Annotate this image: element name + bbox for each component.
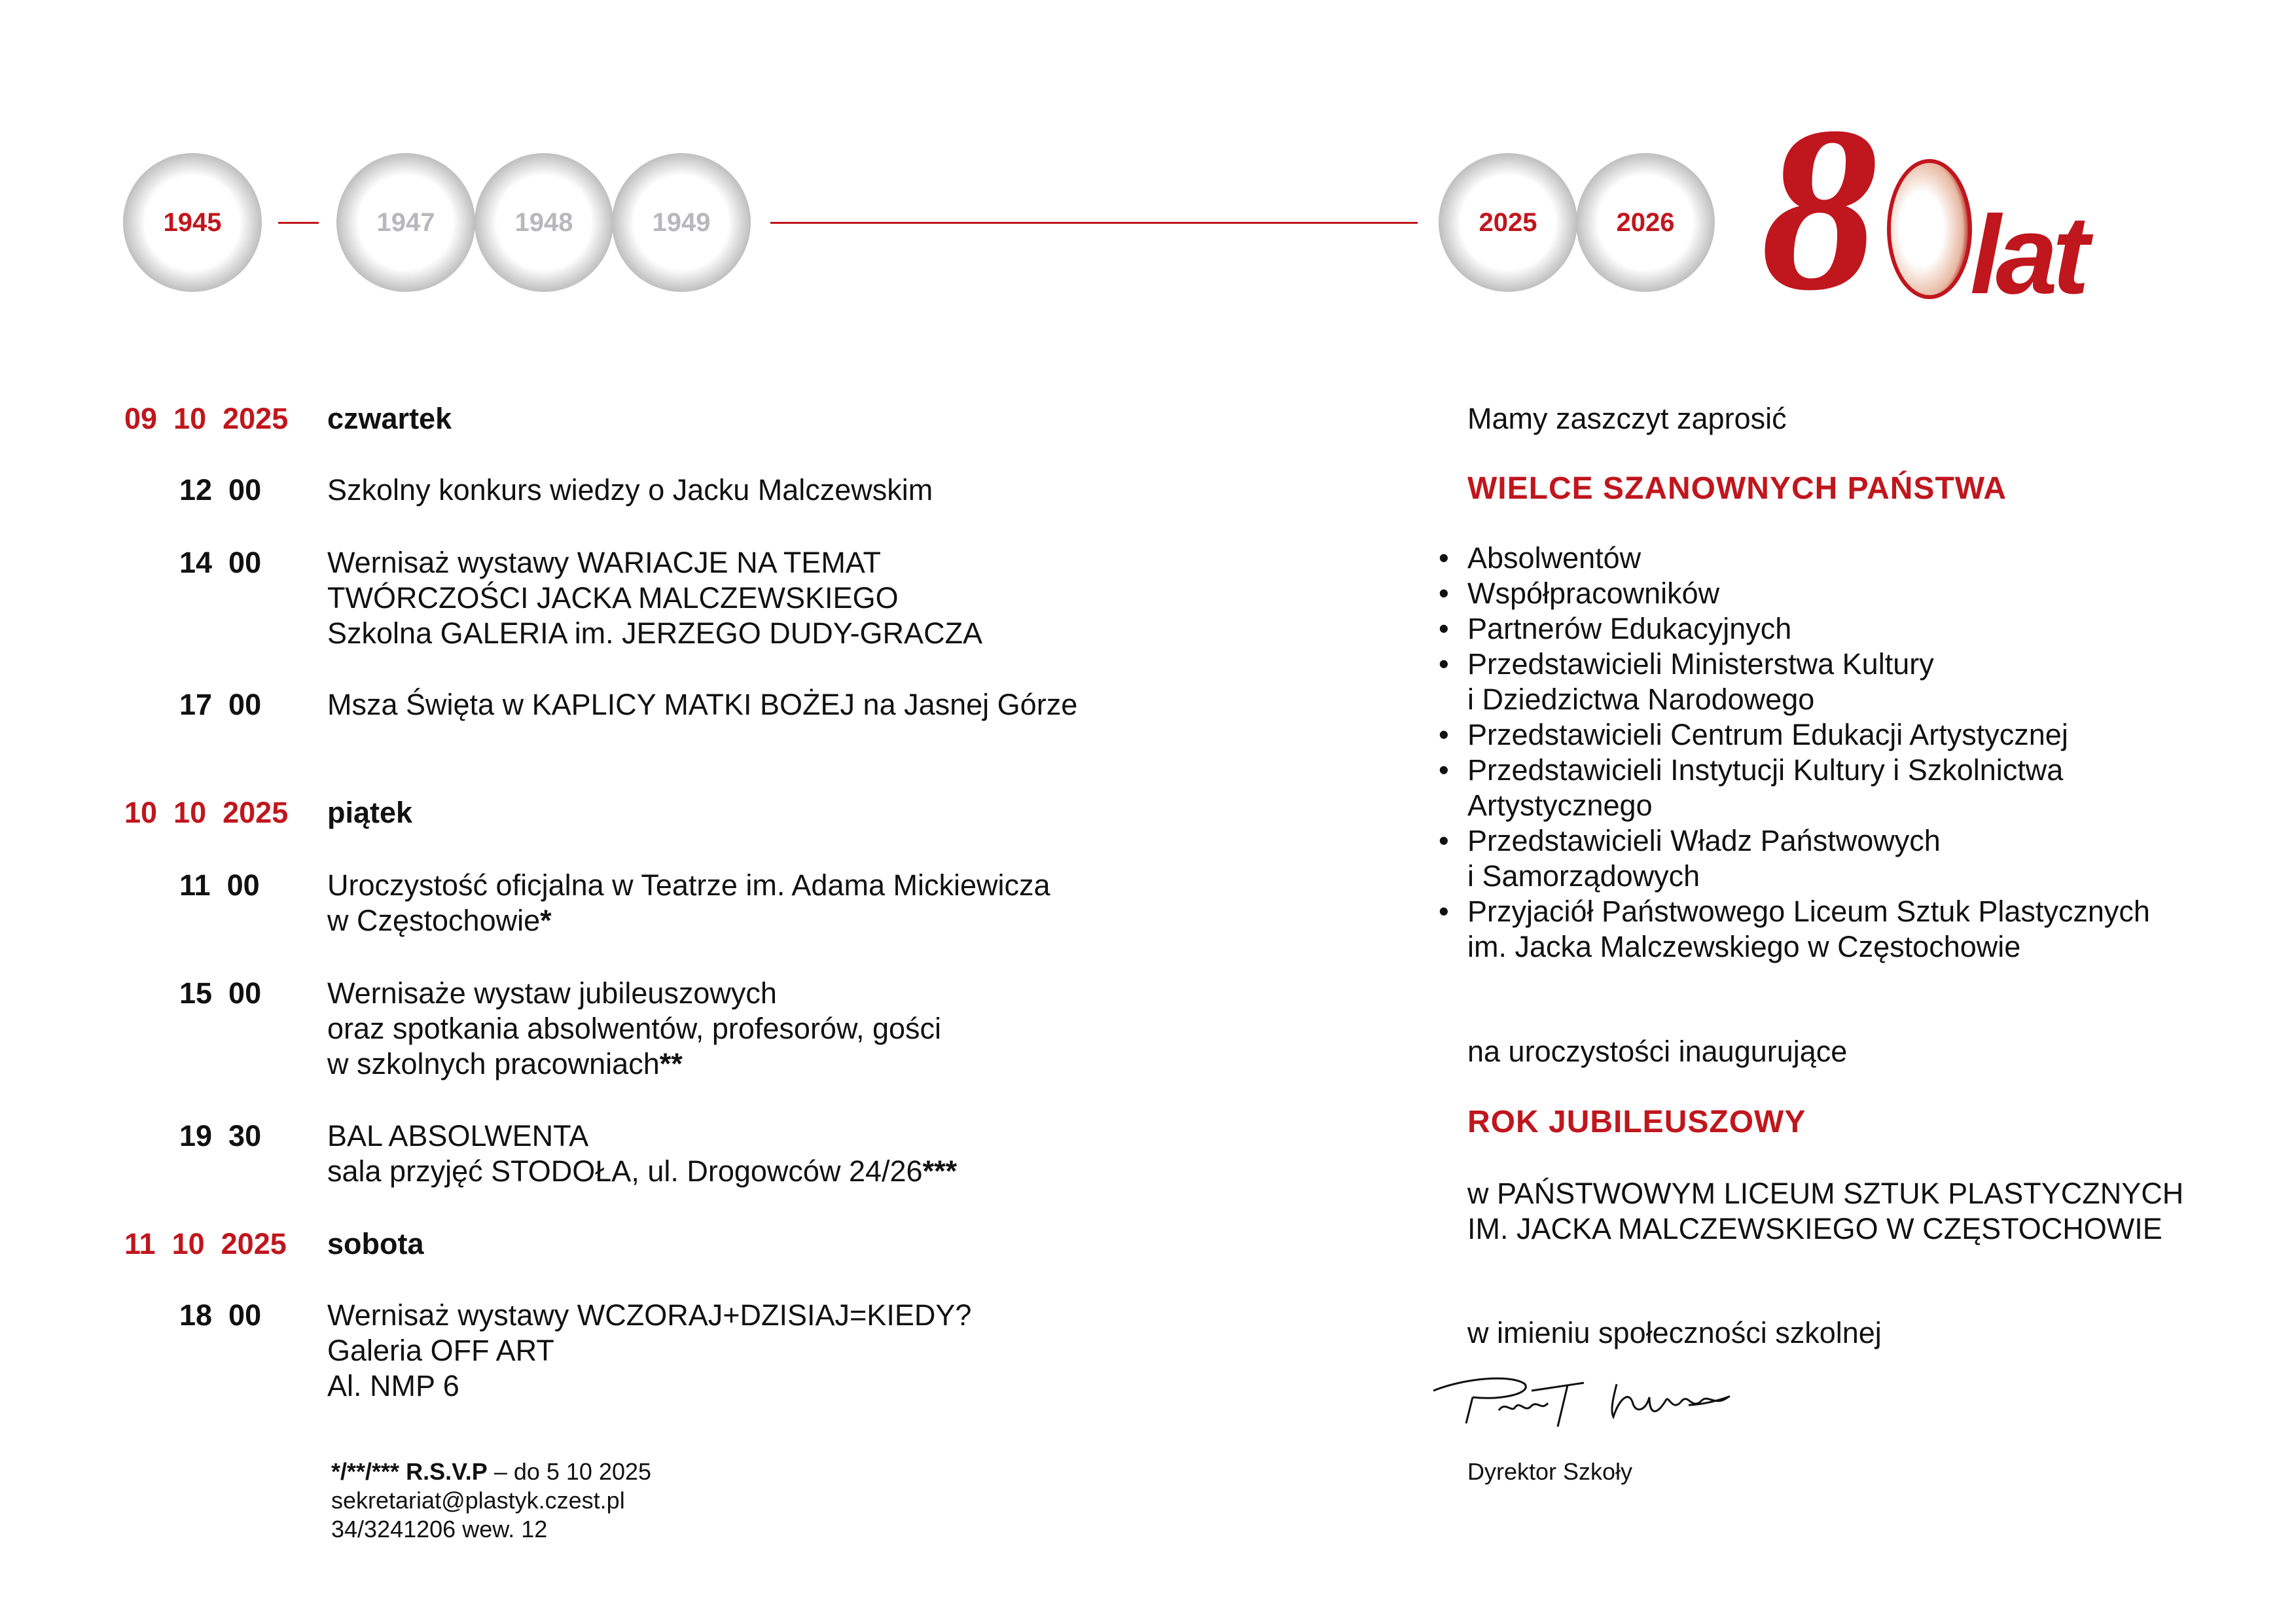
invitation-intro: Mamy zaszczyt zaprosić: [1467, 402, 1787, 435]
footnote-marks: */**/***: [331, 1458, 400, 1485]
event-time: 17 00: [179, 688, 262, 721]
year-circle-1949: [612, 153, 751, 292]
signature: [1427, 1364, 1793, 1436]
rsvp-email[interactable]: sekretariat@plastyk.czest.pl: [331, 1487, 625, 1514]
guest-item: • Przedstawicieli Władz Państwowych i Samorządowych: [1467, 823, 2150, 894]
event-line: Szkolna GALERIA im. JERZEGO DUDY-GRACZA: [327, 616, 983, 650]
weekday-3: sobota: [327, 1227, 424, 1260]
80-lat-logo: [1754, 105, 2121, 308]
timeline-line-short: [278, 222, 319, 224]
event-line: Wernisaże wystaw jubileuszowych: [327, 976, 777, 1010]
guest-list: [1467, 541, 2150, 965]
event-line: Wernisaż wystawy WCZORAJ+DZISIAJ=KIEDY?: [327, 1298, 972, 1332]
rsvp-footnote: [331, 1457, 651, 1544]
guest-item: • Partnerów Edukacyjnych: [1467, 611, 2150, 647]
year-circle-1948: [475, 153, 613, 292]
occasion-text: na uroczystości inaugurujące: [1467, 1035, 1848, 1068]
event-description: [327, 1118, 957, 1189]
zero-shape: [1889, 161, 1970, 297]
event-time: 11 00: [179, 868, 260, 902]
event-line: [327, 903, 1050, 938]
event-line: Wernisaż wystawy WARIACJE NA TEMAT: [327, 546, 881, 579]
rsvp-deadline: – do 5 10 2025: [487, 1458, 652, 1485]
on-behalf-text: w imieniu społeczności szkolnej: [1467, 1316, 1882, 1349]
year-circle-2026: [1576, 153, 1715, 292]
event-time: 15 00: [179, 976, 262, 1010]
date-day-3: 11 10 2025: [124, 1227, 287, 1260]
event-line: [327, 1154, 957, 1189]
event-time: 19 30: [179, 1119, 262, 1152]
signatory-title: Dyrektor Szkoły: [1467, 1458, 1633, 1485]
logo-number: 8: [1761, 105, 1878, 308]
invitation-title: WIELCE SZANOWNYCH PAŃSTWA: [1467, 471, 2007, 506]
event-line: oraz spotkania absolwentów, profesorów, gości: [327, 1012, 942, 1045]
event-line-text: w Częstochowie: [327, 904, 541, 937]
venue-line: w PAŃSTWOWYM LICEUM SZTUK PLASTYCZNYCH: [1467, 1177, 2184, 1210]
date-day-2: 10 10 2025: [124, 796, 289, 829]
event-line-text: sala przyjęć STODOŁA, ul. Drogowców 24/26: [327, 1154, 923, 1188]
guest-item: • Przedstawicieli Ministerstwa Kultury i Dziedzictwa Narodowego: [1467, 647, 2150, 717]
footnote-mark: ***: [922, 1154, 958, 1188]
event-line: TWÓRCZOŚCI JACKA MALCZEWSKIEGO: [327, 581, 899, 615]
year-label: 2026: [1616, 207, 1675, 237]
event-description: [327, 473, 933, 508]
year-label: 1947: [376, 207, 435, 237]
event-line: Msza Święta w KAPLICY MATKI BOŻEJ na Jasnej Górze: [327, 688, 1078, 721]
event-line: [327, 1046, 941, 1082]
footnote-mark: *: [540, 904, 552, 937]
guest-item: • Przedstawicieli Instytucji Kultury i Szkolnictwa Artystycznego: [1467, 753, 2150, 823]
venue: [1467, 1176, 2183, 1247]
event-time: 12 00: [179, 473, 262, 507]
event-line: BAL ABSOLWENTA: [327, 1119, 589, 1152]
venue-line: IM. JACKA MALCZEWSKIEGO W CZĘSTOCHOWIE: [1467, 1212, 2162, 1245]
year-label: 1949: [652, 207, 711, 237]
event-time: 18 00: [179, 1298, 262, 1332]
guest-item: • Przyjaciół Państwowego Liceum Sztuk Plastycznych im. Jacka Malczewskiego w Częstochowie: [1467, 894, 2150, 965]
event-time: 14 00: [179, 546, 262, 579]
event-description: [327, 868, 1050, 938]
event-description: [327, 1298, 971, 1404]
event-description: [327, 687, 1077, 722]
guest-item: • Przedstawicieli Centrum Edukacji Artystycznej: [1467, 717, 2150, 753]
event-title: ROK JUBILEUSZOWY: [1467, 1105, 1806, 1139]
guest-item: • Współpracowników: [1467, 576, 2150, 611]
rsvp-label: R.S.V.P: [406, 1458, 488, 1485]
year-circle-2025: [1439, 153, 1577, 292]
event-line: Al. NMP 6: [327, 1369, 459, 1402]
year-label: 1948: [514, 207, 573, 237]
event-description: [327, 545, 982, 651]
event-description: [327, 976, 941, 1082]
year-label: 2025: [1479, 207, 1537, 237]
year-circle-1947: [336, 153, 475, 292]
year-label: 1945: [163, 207, 222, 237]
guest-item: • Absolwentów: [1467, 541, 2150, 576]
weekday-2: piątek: [327, 796, 413, 829]
event-line: Szkolny konkurs wiedzy o Jacku Malczewskim: [327, 473, 933, 507]
date-day-1: 09 10 2025: [124, 402, 289, 435]
year-circle-1945: [123, 153, 262, 292]
logo-suffix: lat: [1970, 193, 2085, 308]
event-line-text: w szkolnych pracowniach: [327, 1047, 660, 1080]
timeline-line-long: [770, 222, 1418, 224]
event-line: Galeria OFF ART: [327, 1334, 554, 1367]
rsvp-phone: 34/3241206 wew. 12: [331, 1516, 548, 1543]
weekday-1: czwartek: [327, 402, 452, 435]
event-line: Uroczystość oficjalna w Teatrze im. Adama Mickiewicza: [327, 868, 1050, 902]
footnote-mark: **: [659, 1047, 683, 1080]
